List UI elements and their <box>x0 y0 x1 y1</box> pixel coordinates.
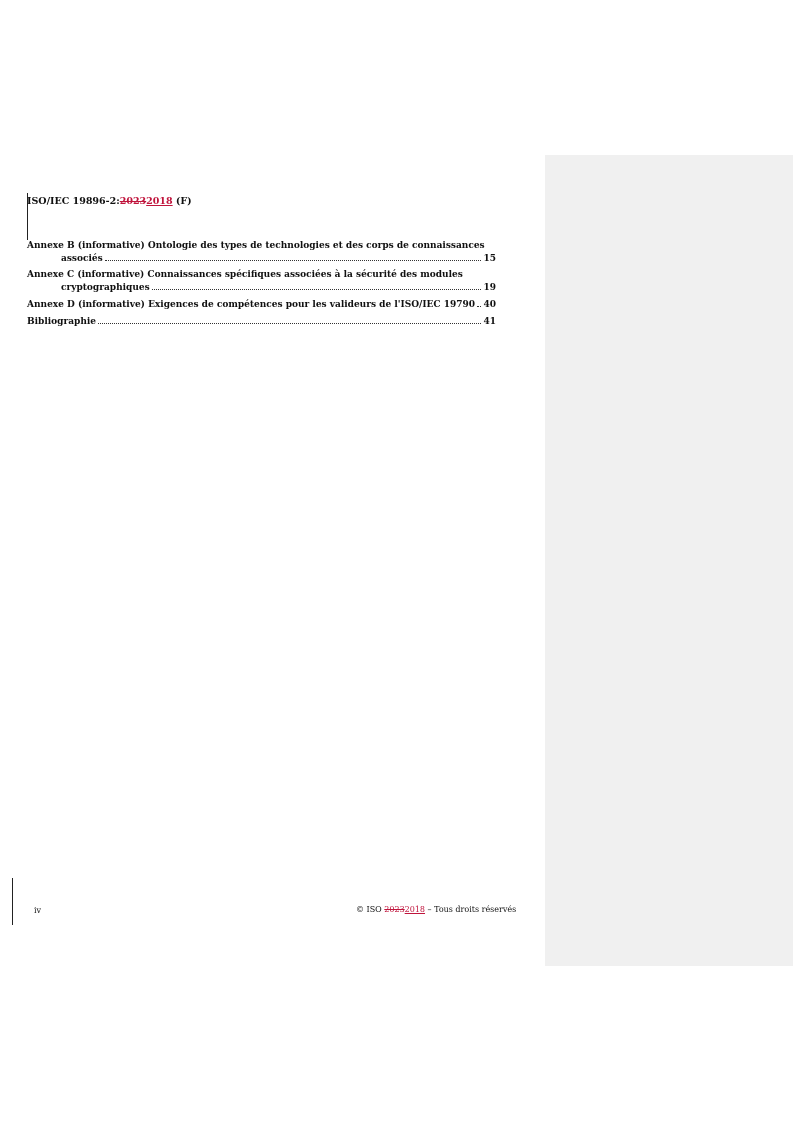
toc-leader <box>152 281 482 290</box>
header-inserted-year: 2018 <box>146 196 173 207</box>
footer-page-number: iv <box>34 906 42 915</box>
footer-copyright-suffix: – Tous droits réservés <box>425 905 517 914</box>
footer-inserted-year: 2018 <box>404 905 426 914</box>
footer-copyright <box>356 905 516 914</box>
toc-leader <box>105 252 482 261</box>
toc-leader <box>98 315 481 324</box>
toc-entry-title: Annexe C (informative) Connaissances spécifiques associées à la sécurité des modules <box>27 270 463 280</box>
change-bar-footer <box>12 878 13 925</box>
toc-entry-title-cont: cryptographiques <box>61 283 150 293</box>
toc-entry-annex-d[interactable] <box>27 298 496 311</box>
toc-page-number: 15 <box>483 254 496 264</box>
comment-pane <box>545 155 793 966</box>
toc-page-number: 19 <box>483 283 496 293</box>
table-of-contents <box>27 240 496 332</box>
toc-entry-title-cont: associés <box>61 254 103 264</box>
toc-entry-title: Annexe D (informative) Exigences de compétences pour les valideurs de l'ISO/IEC 19790 <box>27 300 476 310</box>
toc-entry-title: Bibliographie <box>27 317 97 327</box>
toc-entry-bibliography[interactable] <box>27 315 496 328</box>
header-deleted-year: 2023 <box>119 196 147 207</box>
document-header <box>27 196 192 207</box>
toc-entry-title: Annexe B (informative) Ontologie des types de technologies et des corps de connaissances <box>27 241 485 251</box>
toc-entry-annex-b[interactable] <box>27 240 496 265</box>
toc-page-number: 40 <box>483 300 496 310</box>
header-prefix: ISO/IEC 19896-2: <box>27 196 120 207</box>
footer-copyright-prefix: © ISO <box>356 905 385 914</box>
toc-leader <box>477 298 481 307</box>
toc-entry-annex-c[interactable] <box>27 269 496 294</box>
header-suffix: (F) <box>172 196 192 207</box>
toc-page-number: 41 <box>483 317 496 327</box>
footer-deleted-year: 2023 <box>384 905 405 914</box>
